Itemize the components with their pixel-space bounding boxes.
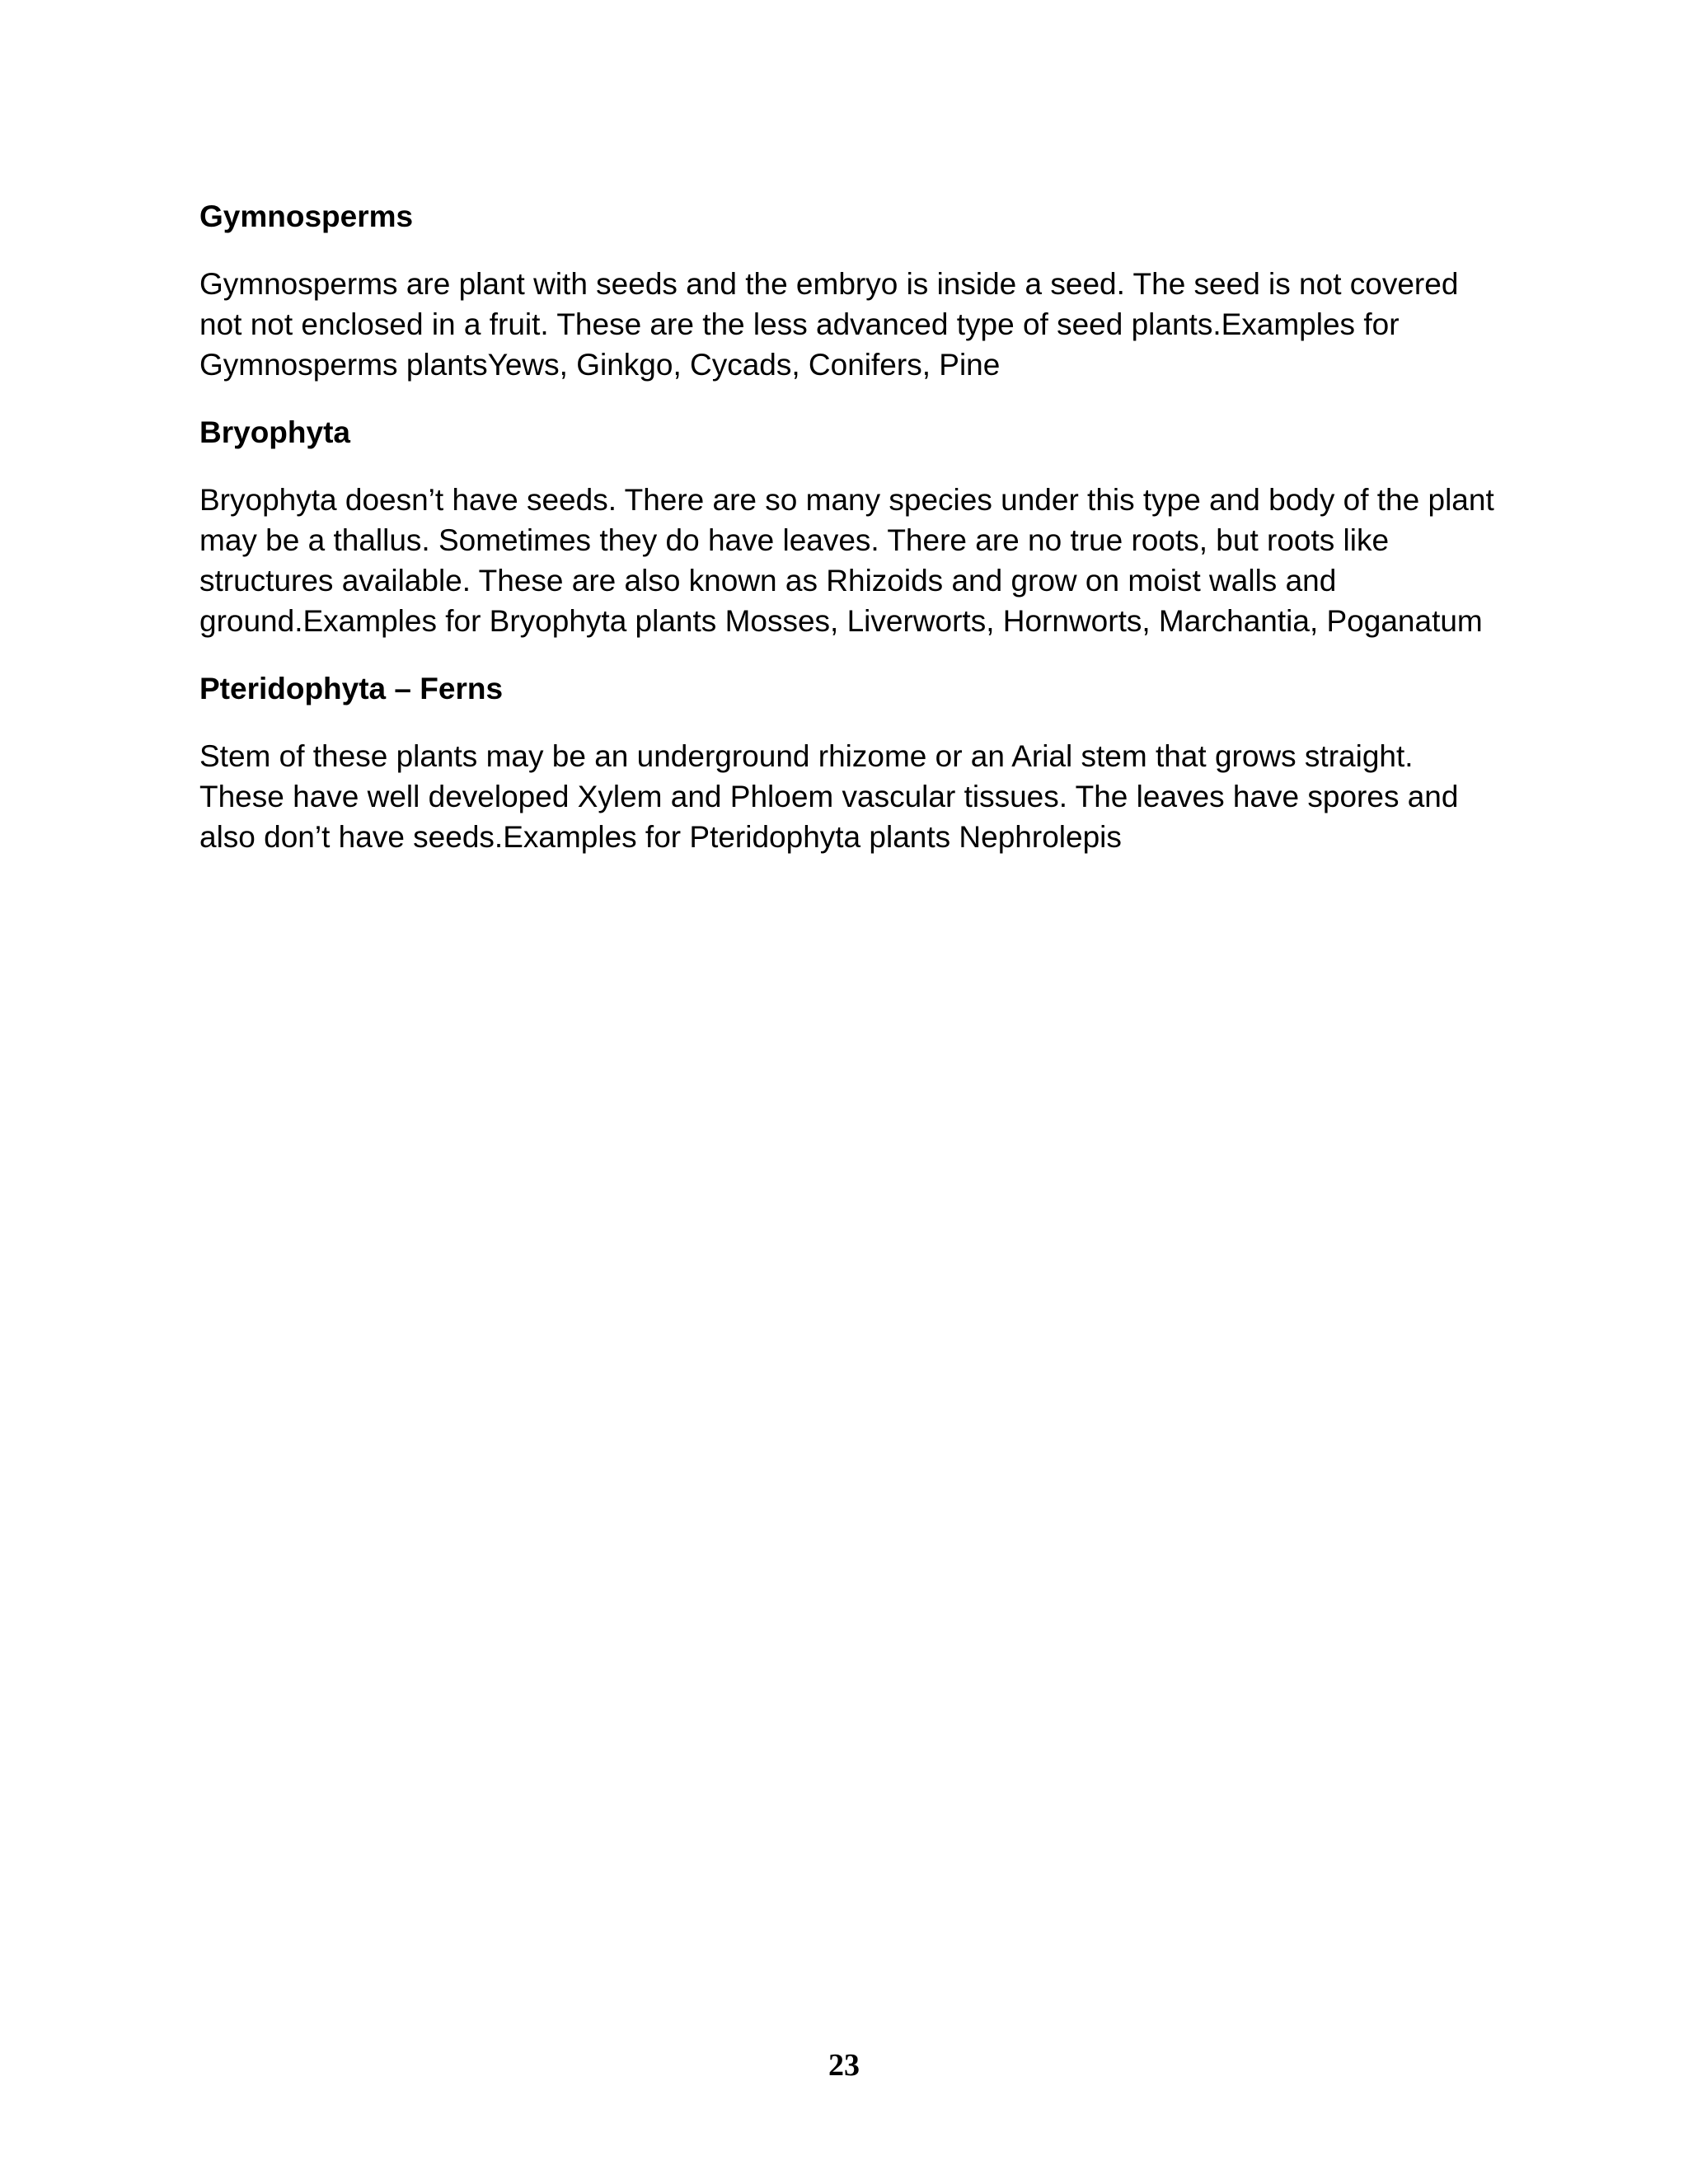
page-number: 23 <box>828 2048 860 2083</box>
section-heading: Gymnosperms <box>199 199 414 233</box>
paragraph-line: not not enclosed in a fruit. These are the less advanced type of seed plants.Examples for <box>199 307 1400 341</box>
section-paragraph <box>199 736 1518 857</box>
paragraph-line: Gymnosperms are plant with seeds and the embryo is inside a seed. The seed is not covered <box>199 267 1459 301</box>
section-pteridophyta <box>199 668 1518 857</box>
paragraph-line: These have well developed Xylem and Phloem vascular tissues. The leaves have spores and <box>199 780 1459 813</box>
page-content <box>199 196 1518 884</box>
section-gymnosperms <box>199 196 1518 385</box>
section-paragraph <box>199 480 1518 641</box>
paragraph-line: may be a thallus. Sometimes they do have leaves. There are no true roots, but roots like <box>199 523 1390 557</box>
section-heading: Bryophyta <box>199 415 350 449</box>
section-heading: Pteridophyta – Ferns <box>199 672 504 705</box>
section-bryophyta <box>199 412 1518 641</box>
paragraph-line: Stem of these plants may be an underground rhizome or an Arial stem that grows straight. <box>199 739 1414 773</box>
paragraph-line: ground.Examples for Bryophyta plants Mosses, Liverworts, Hornworts, Marchantia, Poganatum <box>199 604 1483 638</box>
paragraph-line: structures available. These are also known as Rhizoids and grow on moist walls and <box>199 564 1337 598</box>
paragraph-line: Gymnosperms plantsYews, Ginkgo, Cycads, Conifers, Pine <box>199 348 1001 382</box>
paragraph-line: Bryophyta doesn’t have seeds. There are so many species under this type and body of the plant <box>199 483 1494 517</box>
section-paragraph <box>199 264 1518 385</box>
paragraph-line: also don’t have seeds.Examples for Pteridophyta plants Nephrolepis <box>199 820 1122 854</box>
